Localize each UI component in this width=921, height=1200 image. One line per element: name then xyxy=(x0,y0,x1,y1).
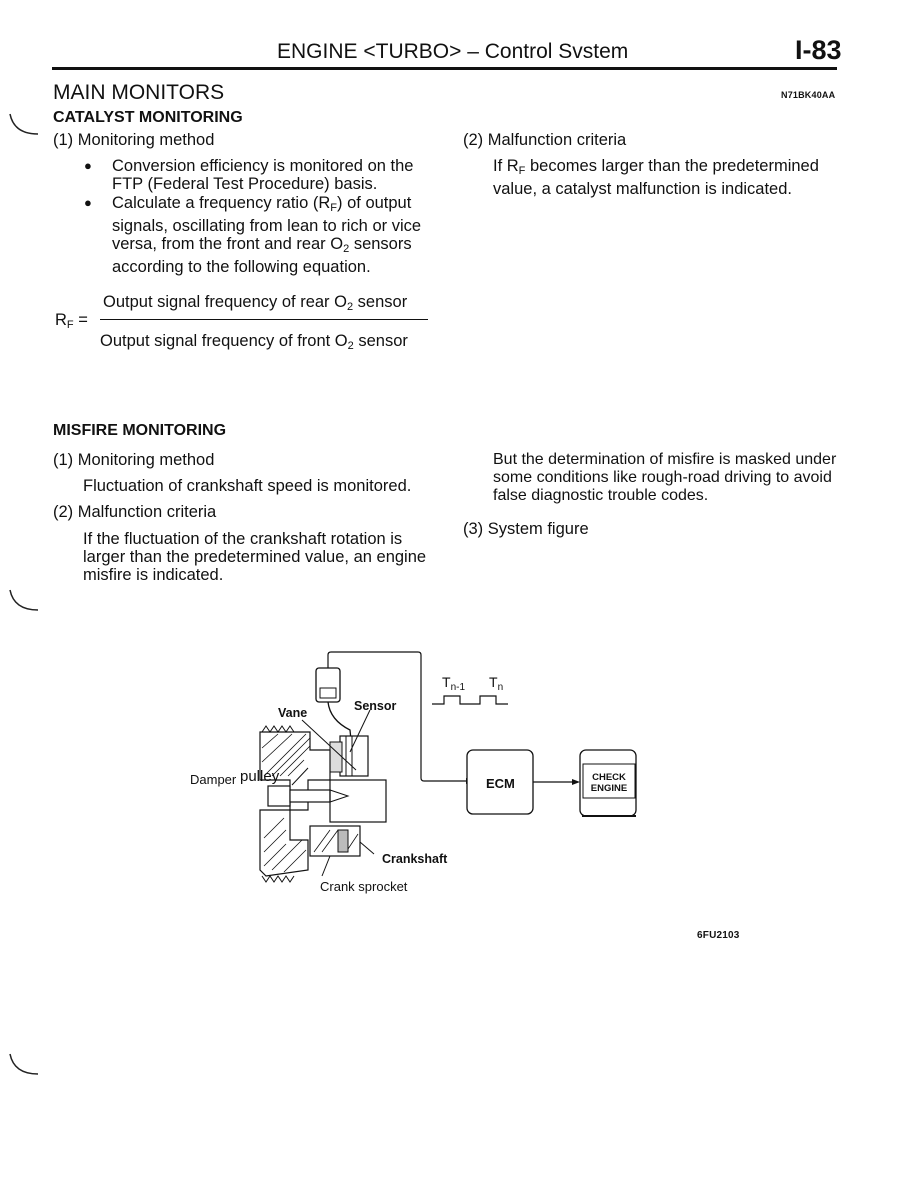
fraction-line xyxy=(100,319,428,320)
catalyst-method-label: (1) Monitoring method xyxy=(53,131,215,149)
equation-lhs: $R_F$ = xyxy=(55,311,88,331)
label-t-n: $T_n$ xyxy=(489,674,504,693)
equation-numerator: Output signal frequency of rear $O_2$ sensor xyxy=(103,293,408,313)
label-sensor: Sensor xyxy=(354,699,397,713)
label-crankshaft: Crankshaft xyxy=(382,852,448,866)
header-rule xyxy=(52,67,837,70)
catalyst-criteria-label: (2) Malfunction criteria xyxy=(463,131,627,149)
page-header-title: ENGINE <TURBO> – Control Svstem xyxy=(277,40,629,63)
label-ecm: ECM xyxy=(486,776,515,791)
binding-mark-icon xyxy=(6,1052,40,1078)
equation-denominator: Output signal frequency of front $O_2$ sensor xyxy=(100,332,408,352)
label-t-n-minus-1: $T_{n-1}$ xyxy=(442,674,466,693)
label-vane: Vane xyxy=(278,706,308,720)
catalyst-bullet-2: Calculate a frequency ratio $(R_F)$ of output signals, oscillating from lean to rich or vice versa, from the front and rear $O_2$ sensors according to the following equation. xyxy=(112,194,422,276)
binding-mark-icon xyxy=(6,588,40,614)
catalyst-criteria-text: If $R_F$ becomes larger than the predetermined value, a catalyst malfunction is indicated. xyxy=(493,157,819,198)
misfire-criteria-label: (2) Malfunction criteria xyxy=(53,503,217,521)
section-code: N71BK40AA xyxy=(781,90,836,100)
catalyst-bullet-1: Conversion efficiency is monitored on the FTP (Federal Test Procedure) basis. xyxy=(112,157,414,193)
misfire-method-label: (1) Monitoring method xyxy=(53,451,215,469)
misfire-heading: MISFIRE MONITORING xyxy=(53,422,227,439)
misfire-method-text: Fluctuation of crankshaft speed is monitored. xyxy=(83,477,412,495)
section-title: MAIN MONITORS xyxy=(53,81,225,104)
catalyst-heading: CATALYST MONITORING xyxy=(53,109,243,126)
misfire-mask-text: But the determination of misfire is masked under some conditions like rough-road driving to avoid false diagnostic trouble codes. xyxy=(493,451,837,504)
check-engine-lamp: CHECK ENGINE xyxy=(590,772,628,794)
misfire-criteria-text: If the fluctuation of the crankshaft rotation is larger than the predetermined value, an engine misfire is indicated. xyxy=(83,530,427,584)
bullet-icon: ● xyxy=(84,195,92,210)
binding-mark-icon xyxy=(6,112,40,138)
bullet-icon: ● xyxy=(84,158,92,173)
label-crank-sprocket: Crank sprocket xyxy=(320,879,408,894)
label-pulley: pulley xyxy=(240,768,280,785)
label-damper: Damper xyxy=(190,772,237,787)
system-figure-label: (3) System figure xyxy=(463,520,589,538)
page-number: I-83 xyxy=(795,35,842,65)
figure-code: 6FU2103 xyxy=(697,930,740,941)
